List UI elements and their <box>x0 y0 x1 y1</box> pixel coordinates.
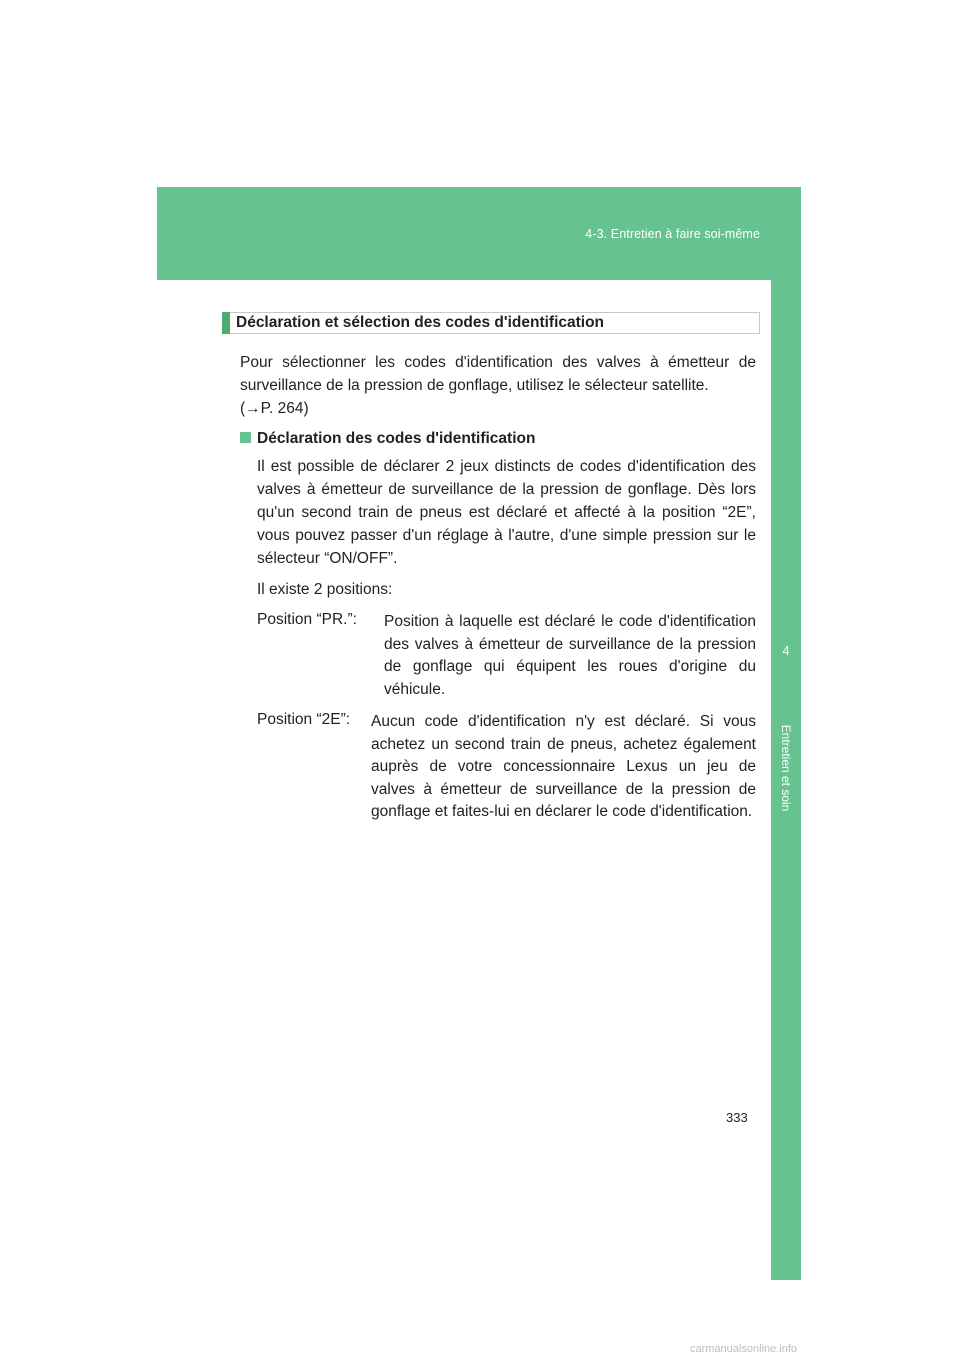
intro-page-reference: (→P. 264) <box>240 400 309 417</box>
section-title-marker <box>222 312 230 334</box>
position-pr-label: Position “PR.”: <box>257 611 357 628</box>
subheading <box>240 430 535 448</box>
square-bullet-icon <box>240 432 251 443</box>
section-title: Déclaration et sélection des codes d'identification <box>236 314 605 331</box>
page-number: 333 <box>726 1110 748 1125</box>
intro-paragraph <box>240 351 756 420</box>
subheading-text: Déclaration des codes d'identification <box>257 430 536 447</box>
side-tab-number: 4 <box>782 643 790 658</box>
position-2e-label: Position “2E”: <box>257 711 351 728</box>
intro-text: Pour sélectionner les codes d'identification des valves à émetteur de surveillance de la pression de gonflage, utilisez le sélecteur satellite. <box>240 354 756 394</box>
chapter-section-title: 4-3. Entretien à faire soi-même <box>585 227 760 241</box>
side-tab-label: Entretien et soin <box>779 724 793 812</box>
position-pr-description: Position à laquelle est déclaré le code d'identification des valves à émetteur de surveillance de la pression de gonflage qui équipent les roues d'origine du véhicule. <box>384 613 756 698</box>
body-paragraph: Il est possible de déclarer 2 jeux distincts de codes d'identification des valves à émetteur de surveillance de la pression de gonflage. Dès lors qu'un second train de pneus est déclaré et affecté à la position “2E”, vous pouvez passer d'un réglage à l'autre, d'une simple pression sur le sélecteur “ON/OFF”. <box>257 458 756 567</box>
watermark: carmanualsonline.info <box>690 1343 798 1355</box>
position-2e-description: Aucun code d'identification n'y est déclaré. Si vous achetez un second train de pneus, achetez également auprès de votre concessionnaire Lexus un jeu de valves à émetteur de surveillance de la pression de gonflage et faites-lui en déclarer le code d'identification. <box>371 713 756 820</box>
positions-intro: Il existe 2 positions: <box>257 581 393 598</box>
